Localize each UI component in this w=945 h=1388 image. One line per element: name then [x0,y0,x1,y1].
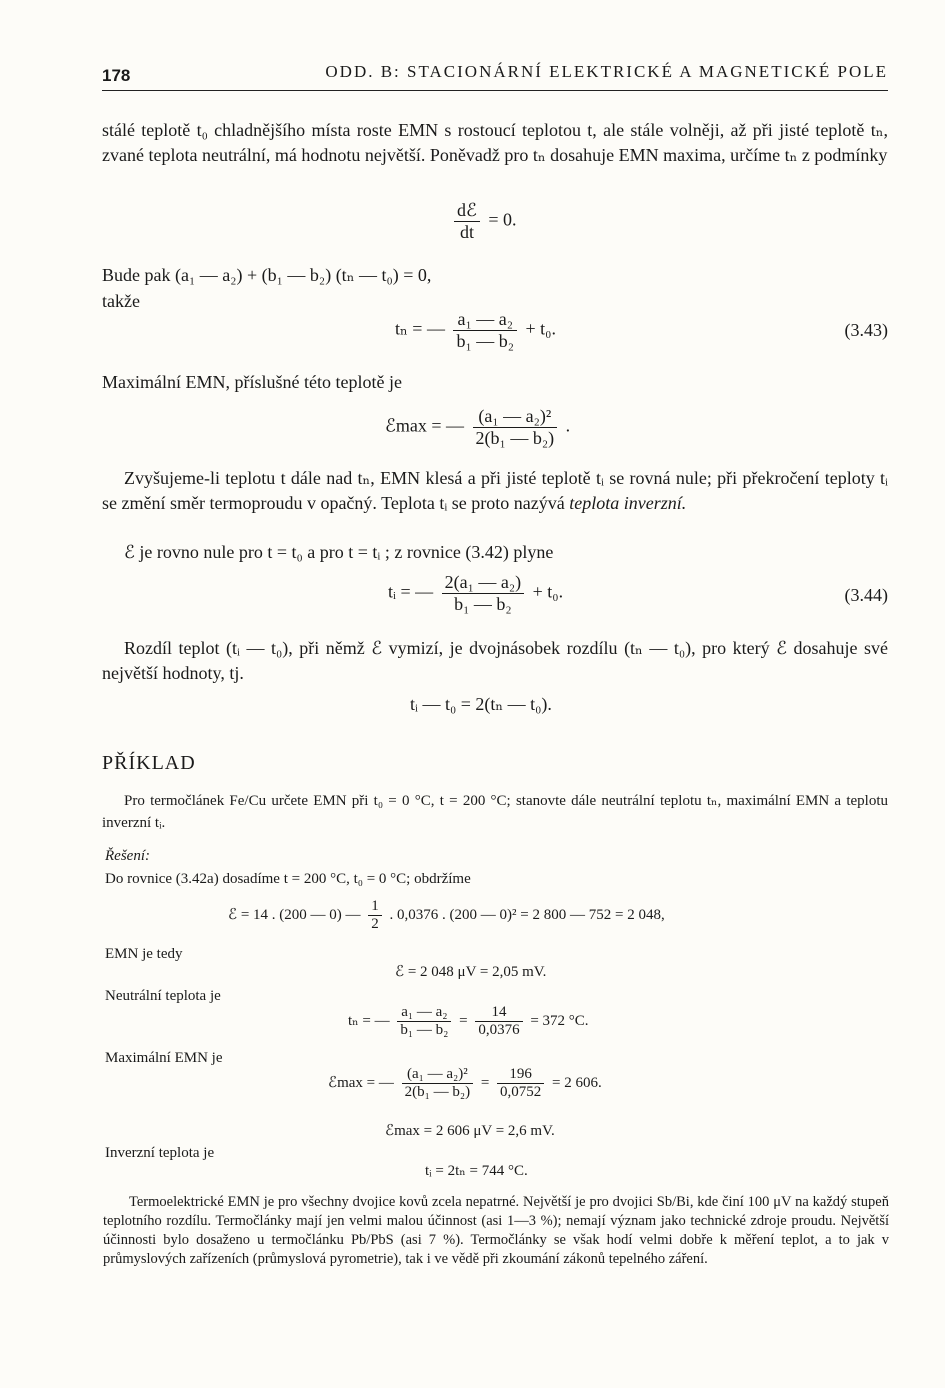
equation-lhs: ℰmax = — [385,415,465,436]
denominator: b₁ — b₂ [397,1021,451,1039]
page-number: 178 [102,66,131,85]
numerator: a₁ — a₂ [401,1004,448,1020]
equation-3-43 [395,309,556,352]
closing-paragraph: Termoelektrické EMN je pro všechny dvojice kovů zcela nepatrné. Největší je pro dvojici Sb/Bi, kde činí 100 μV na každý stupeň teplotního rozdílu. Termočlánky mají jen velmi malou účinnost (asi 1—3 %); nemají význam jako technické zdroje proudu. Největší účinnosti bylo dosaženo u termočlánku Pb/PbS (asi 7 %). Termočlánky se však hodí velmi dobře k měření teplot, a to jak v průmyslových zařízeních (průmyslová pyrometrie), tak i ve vědě při zkoumání zákonů tepelného záření. [103,1194,889,1267]
equation-number: (3.44) [844,585,888,605]
fraction [454,200,480,243]
label-emn: EMN je tedy [105,946,183,962]
calc-neutral [348,1004,589,1039]
paragraph-intro: stálé teplotě t₀ chladnějšího místa roste EMN s rostoucí teplotou t, ale stále volněji, až při jisté teplotě tₙ, zvané teplota neutrální, má hodnotu největší. Poněvadž pro tₙ dosahuje EMN maxima, určíme tₙ z podmínky [102,120,888,165]
calc-part: = [459,1012,468,1029]
equation-3-44 [388,572,563,615]
denominator: 0,0752 [497,1083,544,1101]
calc-part: tₙ = — [348,1012,390,1029]
equation-condition [450,200,517,243]
fraction [442,572,525,615]
denominator: 0,0376 [475,1021,522,1039]
calc-emn-value: ℰ = 2 048 μV = 2,05 mV. [395,964,547,980]
section-title: ODD. B: STACIONÁRNÍ ELEKTRICKÉ A MAGNETICKÉ POLE [325,62,888,81]
equation-emax [385,406,570,449]
term-italic: teplota inverzní. [569,493,687,513]
fraction [453,309,517,352]
paragraph-difference: Rozdíl teplot (tᵢ — t₀), při němž ℰ vymizí, je dvojnásobek rozdílu (tₙ — t₀), pro který ℰ dosahuje své největší hodnoty, tj. [102,638,888,683]
calc-max-value: ℰmax = 2 606 μV = 2,6 mV. [385,1123,555,1139]
equation-rhs: + t₀. [525,318,556,339]
equation-number: (3.43) [844,320,888,340]
fraction [368,898,382,933]
equation-rhs: . [565,415,571,436]
paragraph-text: Zvyšujeme-li teplotu t dále nad tₙ, EMN klesá a při jisté teplotě tᵢ se rovná nule; při překročení teploty tᵢ se změní směr termoproudu v opačný. Teplota tᵢ se proto nazývá [102,468,888,513]
calc-part: = 372 °C. [530,1012,589,1029]
paragraph-inversion [102,466,888,516]
calc-part: = [480,1074,490,1091]
calc-part: = 2 606. [552,1074,602,1091]
calc-emn [228,898,665,933]
equation-difference: tᵢ — t₀ = 2(tₙ — t₀). [410,694,552,714]
numerator: (a₁ — a₂)² [478,406,552,426]
numerator: 1 [371,898,379,914]
fraction [473,406,558,449]
calc-part: ℰmax = — [328,1074,394,1091]
denominator: 2 [368,915,382,933]
numerator: dℰ [457,200,477,220]
equation-lhs: tₙ = — [395,318,445,339]
equation-rhs: = 0. [488,209,517,230]
label-inverse: Inverzní teplota je [105,1145,215,1161]
fraction [475,1004,522,1039]
label-max: Maximální EMN je [105,1050,223,1066]
solution-line: Do rovnice (3.42a) dosadíme t = 200 °C, t₀ = 0 °C; obdržíme [105,871,471,887]
fraction [497,1066,544,1101]
solution-label: Řešení: [105,848,150,864]
numerator: a₁ — a₂ [457,309,513,329]
example-task: Pro termočlánek Fe/Cu určete EMN při t₀ = 0 °C, t = 200 °C; stanovte dále neutrální teplotu tₙ, maximální EMN a teplotu inverzní tᵢ. [102,793,888,831]
numerator: (a₁ — a₂)² [406,1066,468,1082]
denominator: dt [454,221,480,243]
fraction [402,1066,473,1101]
calc-inverse: tᵢ = 2tₙ = 744 °C. [425,1163,528,1179]
calc-part: ℰ = 14 . (200 — 0) — [228,906,361,923]
calc-part: . 0,0376 . (200 — 0)² = 2 800 — 752 = 2 048, [389,906,665,923]
equation-rhs: + t₀. [532,581,564,602]
paragraph-takze: takže [102,291,140,311]
numerator: 2(a₁ — a₂) [444,572,522,592]
calc-max [328,1066,602,1101]
equation-lhs: tᵢ = — [388,581,434,602]
paragraph-zero: ℰ je rovno nule pro t = t₀ a pro t = tᵢ ; z rovnice (3.42) plyne [124,542,554,562]
paragraph-maximal: Maximální EMN, příslušné této teplotě je [102,372,402,392]
page-header [102,58,888,91]
numerator: 14 [491,1004,507,1020]
example-heading: PŘÍKLAD [102,752,196,774]
paragraph-bude-pak: Bude pak (a₁ — a₂) + (b₁ — b₂) (tₙ — t₀) = 0, [102,265,432,285]
denominator: 2(b₁ — b₂) [473,427,558,449]
fraction [397,1004,451,1039]
numerator: 196 [509,1066,532,1082]
denominator: b₁ — b₂ [442,593,525,615]
label-neutral: Neutrální teplota je [105,988,221,1004]
denominator: 2(b₁ — b₂) [402,1083,473,1101]
denominator: b₁ — b₂ [453,330,517,352]
